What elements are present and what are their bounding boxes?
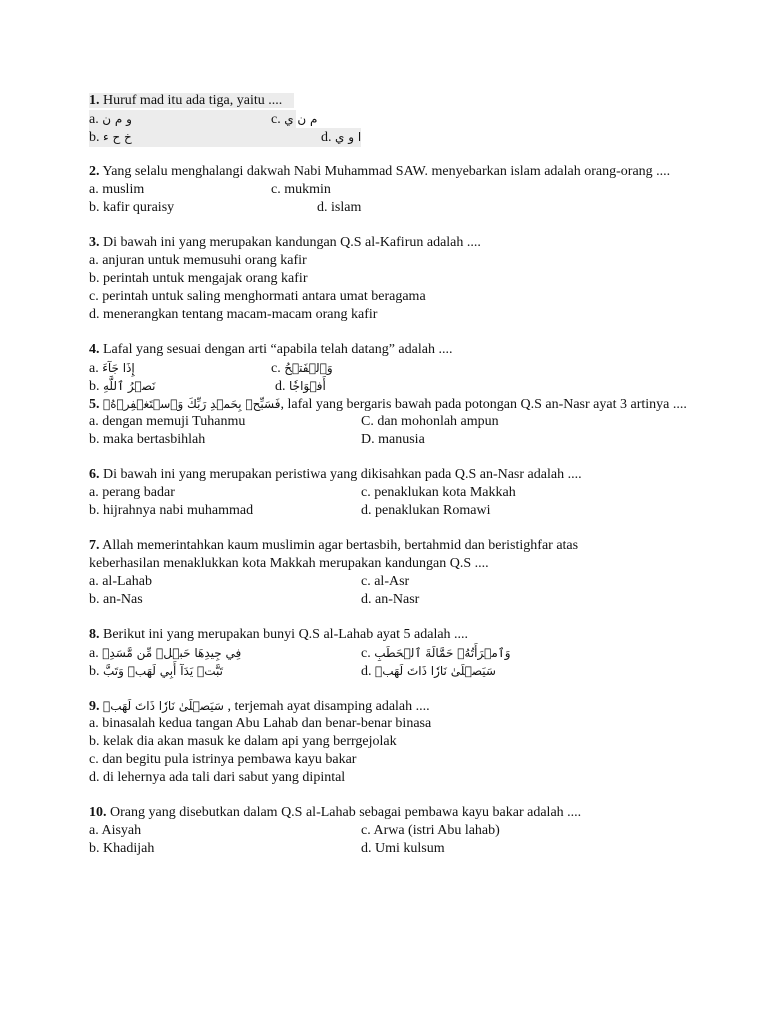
question-text: Yang selalu menghalangi dakwah Nabi Muhammad SAW. menyebarkan islam adalah orang-orang .... bbox=[102, 164, 671, 179]
option-label: d. bbox=[361, 841, 372, 856]
question-stem bbox=[89, 395, 689, 413]
option-text: Arwa (istri Abu lahab) bbox=[373, 823, 500, 838]
option-b bbox=[89, 502, 253, 520]
option-b bbox=[89, 662, 223, 681]
question-stem bbox=[89, 163, 674, 181]
option-text: muslim bbox=[102, 182, 145, 197]
question-number: 5. bbox=[89, 397, 100, 412]
option-text: islam bbox=[331, 200, 362, 215]
option-label: a. bbox=[89, 112, 99, 127]
options-row-ac bbox=[89, 644, 689, 662]
option-label: b. bbox=[89, 130, 100, 145]
options-row-bd bbox=[89, 840, 689, 858]
option-label: C. bbox=[361, 414, 374, 429]
option-text: و م ن bbox=[102, 112, 132, 126]
options-row-bd bbox=[89, 377, 689, 395]
option-text: maka bertasbihlah bbox=[103, 432, 206, 447]
question-stem bbox=[89, 804, 689, 822]
option-label: c. bbox=[361, 485, 371, 500]
option-d bbox=[361, 431, 425, 449]
option-label: d. bbox=[275, 379, 286, 394]
option-label: d. bbox=[361, 592, 372, 607]
option-a bbox=[89, 822, 141, 840]
options-row-ac bbox=[89, 413, 689, 431]
option-b bbox=[89, 591, 143, 609]
question-stem bbox=[89, 626, 689, 644]
option-label: b. bbox=[89, 379, 100, 394]
option-text: أَفۡوَاجٗا bbox=[289, 379, 326, 393]
question-number: 6. bbox=[89, 467, 100, 482]
option-text: al-Lahab bbox=[102, 574, 152, 589]
option-b bbox=[89, 199, 174, 217]
option-b bbox=[89, 733, 689, 751]
option-text: وَٱلۡفَتۡحُ bbox=[284, 361, 333, 375]
options-row-ac bbox=[89, 181, 689, 199]
option-label: c. bbox=[361, 823, 371, 838]
question-stem bbox=[89, 234, 689, 252]
option-d bbox=[317, 199, 361, 217]
option-text: dan mohonlah ampun bbox=[377, 414, 499, 429]
option-label: b. bbox=[89, 271, 100, 286]
option-b bbox=[89, 431, 205, 449]
option-text: penaklukan Romawi bbox=[375, 503, 491, 518]
question-6 bbox=[89, 466, 689, 520]
question-stem bbox=[89, 341, 689, 359]
option-text: hijrahnya nabi muhammad bbox=[103, 503, 254, 518]
question-stem bbox=[89, 697, 689, 715]
option-text: Umi kulsum bbox=[375, 841, 445, 856]
option-label: d. bbox=[317, 200, 328, 215]
option-b bbox=[89, 840, 154, 858]
option-text: kelak dia akan masuk ke dalam api yang berrgejolak bbox=[103, 734, 397, 749]
question-text: , lafal yang bergaris bawah pada potongan Q.S an-Nasr ayat 3 artinya .... bbox=[280, 397, 687, 412]
option-text: perintah untuk saling menghormati antara umat beragama bbox=[102, 289, 426, 304]
question-number: 9. bbox=[89, 699, 100, 714]
options-row-bd bbox=[89, 128, 689, 146]
option-a bbox=[89, 644, 241, 663]
option-label: c. bbox=[361, 646, 371, 661]
question-text: Di bawah ini yang merupakan kandungan Q.S al-Kafirun adalah .... bbox=[103, 235, 481, 250]
option-text: Khadijah bbox=[103, 841, 155, 856]
option-a bbox=[89, 181, 144, 199]
question-3 bbox=[89, 234, 689, 324]
option-label: a. bbox=[89, 574, 99, 589]
option-label: b. bbox=[89, 503, 100, 518]
question-10 bbox=[89, 804, 689, 858]
option-label: b. bbox=[89, 841, 100, 856]
options-row-bd bbox=[89, 662, 689, 680]
option-label: a. bbox=[89, 646, 99, 661]
option-label: d. bbox=[89, 307, 100, 322]
question-9 bbox=[89, 697, 689, 787]
option-label: b. bbox=[89, 734, 100, 749]
option-label: d. bbox=[321, 130, 332, 145]
question-text: Berikut ini yang merupakan bunyi Q.S al-Lahab ayat 5 adalah .... bbox=[103, 627, 469, 642]
question-1 bbox=[89, 92, 689, 146]
question-stem bbox=[89, 537, 629, 573]
option-label: c. bbox=[271, 112, 281, 127]
option-d bbox=[361, 502, 490, 520]
option-d bbox=[361, 662, 496, 681]
option-text: perang badar bbox=[102, 485, 175, 500]
options-row-ac bbox=[89, 822, 689, 840]
option-text: binasalah kedua tangan Abu Lahab dan benar-benar binasa bbox=[102, 716, 432, 731]
option-text: dan begitu pula istrinya pembawa kayu bakar bbox=[102, 752, 357, 767]
option-a bbox=[89, 484, 175, 502]
option-d bbox=[89, 769, 689, 787]
option-label: a. bbox=[89, 253, 99, 268]
option-text: dengan memuji Tuhanmu bbox=[102, 414, 246, 429]
option-label: a. bbox=[89, 182, 99, 197]
options-row-bd bbox=[89, 591, 689, 609]
option-text: تَبَّتۡ يَدَآ أَبِي لَهَبٖ وَتَبَّ bbox=[103, 664, 223, 678]
option-label: a. bbox=[89, 414, 99, 429]
arabic-verse-fragment: سَيَصۡلَىٰ نَارٗا ذَاتَ لَهَبٖ bbox=[103, 699, 224, 713]
option-c bbox=[361, 644, 511, 663]
option-c bbox=[271, 110, 318, 129]
option-text: an-Nasr bbox=[375, 592, 420, 607]
option-c bbox=[89, 288, 689, 306]
option-text: إِذَا جَآءَ bbox=[102, 361, 135, 375]
option-text: فِي جِيدِهَا حَبۡلٞ مِّن مَّسَدِۭ bbox=[102, 646, 242, 660]
question-number: 1. bbox=[89, 93, 100, 108]
option-a bbox=[89, 359, 135, 378]
option-label: c. bbox=[361, 574, 371, 589]
question-number: 8. bbox=[89, 627, 100, 642]
option-a bbox=[89, 252, 689, 270]
option-label: c. bbox=[89, 289, 99, 304]
option-text: al-Asr bbox=[374, 574, 410, 589]
question-4 bbox=[89, 341, 689, 395]
option-label: b. bbox=[89, 432, 100, 447]
question-text: Allah memerintahkan kaum muslimin agar bertasbih, bertahmid dan beristighfar atas keberhasilan menaklukkan kota Makkah merupakan kandungan Q.S .... bbox=[89, 538, 579, 571]
option-b bbox=[89, 377, 155, 396]
question-stem bbox=[89, 92, 689, 110]
question-number: 10. bbox=[89, 805, 107, 820]
option-label: c. bbox=[271, 361, 281, 376]
option-label: c. bbox=[89, 752, 99, 767]
option-c bbox=[361, 413, 499, 431]
option-label: a. bbox=[89, 716, 99, 731]
option-text: ا و ي bbox=[335, 130, 362, 144]
options-row-ac bbox=[89, 110, 689, 128]
option-d bbox=[275, 377, 326, 396]
option-label: a. bbox=[89, 823, 99, 838]
option-a bbox=[89, 573, 152, 591]
options-row-ac bbox=[89, 359, 689, 377]
option-text: perintah untuk mengajak orang kafir bbox=[103, 271, 308, 286]
option-label: d. bbox=[361, 664, 372, 679]
option-a bbox=[89, 715, 689, 733]
option-a bbox=[89, 413, 245, 431]
option-b bbox=[89, 128, 321, 147]
option-label: D. bbox=[361, 432, 375, 447]
options-row-ac bbox=[89, 573, 689, 591]
option-b bbox=[89, 270, 689, 288]
question-number: 7. bbox=[89, 538, 100, 553]
option-text: نَصۡرُ ٱللَّهِ bbox=[103, 379, 156, 393]
question-7 bbox=[89, 537, 689, 609]
question-5 bbox=[89, 395, 689, 449]
worksheet bbox=[89, 92, 689, 875]
option-label: b. bbox=[89, 200, 100, 215]
option-text: menerangkan tentang macam-macam orang kafir bbox=[103, 307, 378, 322]
question-text: Di bawah ini yang merupakan peristiwa yang dikisahkan pada Q.S an-Nasr adalah .... bbox=[103, 467, 582, 482]
question-number: 2. bbox=[89, 164, 100, 179]
option-d bbox=[361, 840, 445, 858]
option-text: manusia bbox=[378, 432, 425, 447]
option-d bbox=[89, 306, 689, 324]
option-a bbox=[89, 110, 296, 129]
question-2 bbox=[89, 163, 689, 217]
option-label: c. bbox=[271, 182, 281, 197]
option-text: سَيَصۡلَىٰ نَارٗا ذَاتَ لَهَبٖ bbox=[375, 664, 496, 678]
question-text: Lafal yang sesuai dengan arti “apabila telah datang” adalah .... bbox=[103, 342, 453, 357]
option-label: d. bbox=[361, 503, 372, 518]
option-c bbox=[271, 359, 333, 378]
option-text: kafir quraisy bbox=[103, 200, 175, 215]
question-text: Huruf mad itu ada tiga, yaitu .... bbox=[103, 93, 283, 108]
options-row-bd bbox=[89, 431, 689, 449]
option-c bbox=[361, 822, 500, 840]
option-label: b. bbox=[89, 592, 100, 607]
option-text: mukmin bbox=[284, 182, 331, 197]
option-text: penaklukan kota Makkah bbox=[374, 485, 516, 500]
options-row-bd bbox=[89, 199, 689, 217]
option-text: anjuran untuk memusuhi orang kafir bbox=[102, 253, 307, 268]
option-label: a. bbox=[89, 485, 99, 500]
option-label: a. bbox=[89, 361, 99, 376]
question-8 bbox=[89, 626, 689, 680]
option-text: di lehernya ada tali dari sabut yang dipintal bbox=[103, 770, 346, 785]
question-number: 4. bbox=[89, 342, 100, 357]
option-c bbox=[361, 484, 516, 502]
option-text: م ن ي bbox=[284, 112, 318, 126]
question-text: Orang yang disebutkan dalam Q.S al-Lahab sebagai pembawa kayu bakar adalah .... bbox=[110, 805, 582, 820]
option-text: خ ح ء bbox=[103, 130, 132, 144]
question-number: 3. bbox=[89, 235, 100, 250]
option-label: d. bbox=[89, 770, 100, 785]
option-d bbox=[361, 591, 419, 609]
option-d bbox=[321, 128, 361, 147]
option-c bbox=[361, 573, 409, 591]
option-text: an-Nas bbox=[103, 592, 143, 607]
arabic-verse-fragment: فَسَبِّحۡ بِحَمۡدِ رَبِّكَ وَٱسۡتَغۡفِرۡهُۚ bbox=[103, 397, 281, 411]
option-text: Aisyah bbox=[101, 823, 142, 838]
option-c bbox=[89, 751, 689, 769]
option-c bbox=[271, 181, 331, 199]
options-row-ac bbox=[89, 484, 689, 502]
option-text: وَٱمۡرَأَتُهُۥ حَمَّالَةَ ٱلۡحَطَبِ bbox=[374, 646, 511, 660]
option-label: b. bbox=[89, 664, 100, 679]
question-text: , terjemah ayat disamping adalah .... bbox=[223, 699, 430, 714]
question-stem bbox=[89, 466, 689, 484]
options-row-bd bbox=[89, 502, 689, 520]
